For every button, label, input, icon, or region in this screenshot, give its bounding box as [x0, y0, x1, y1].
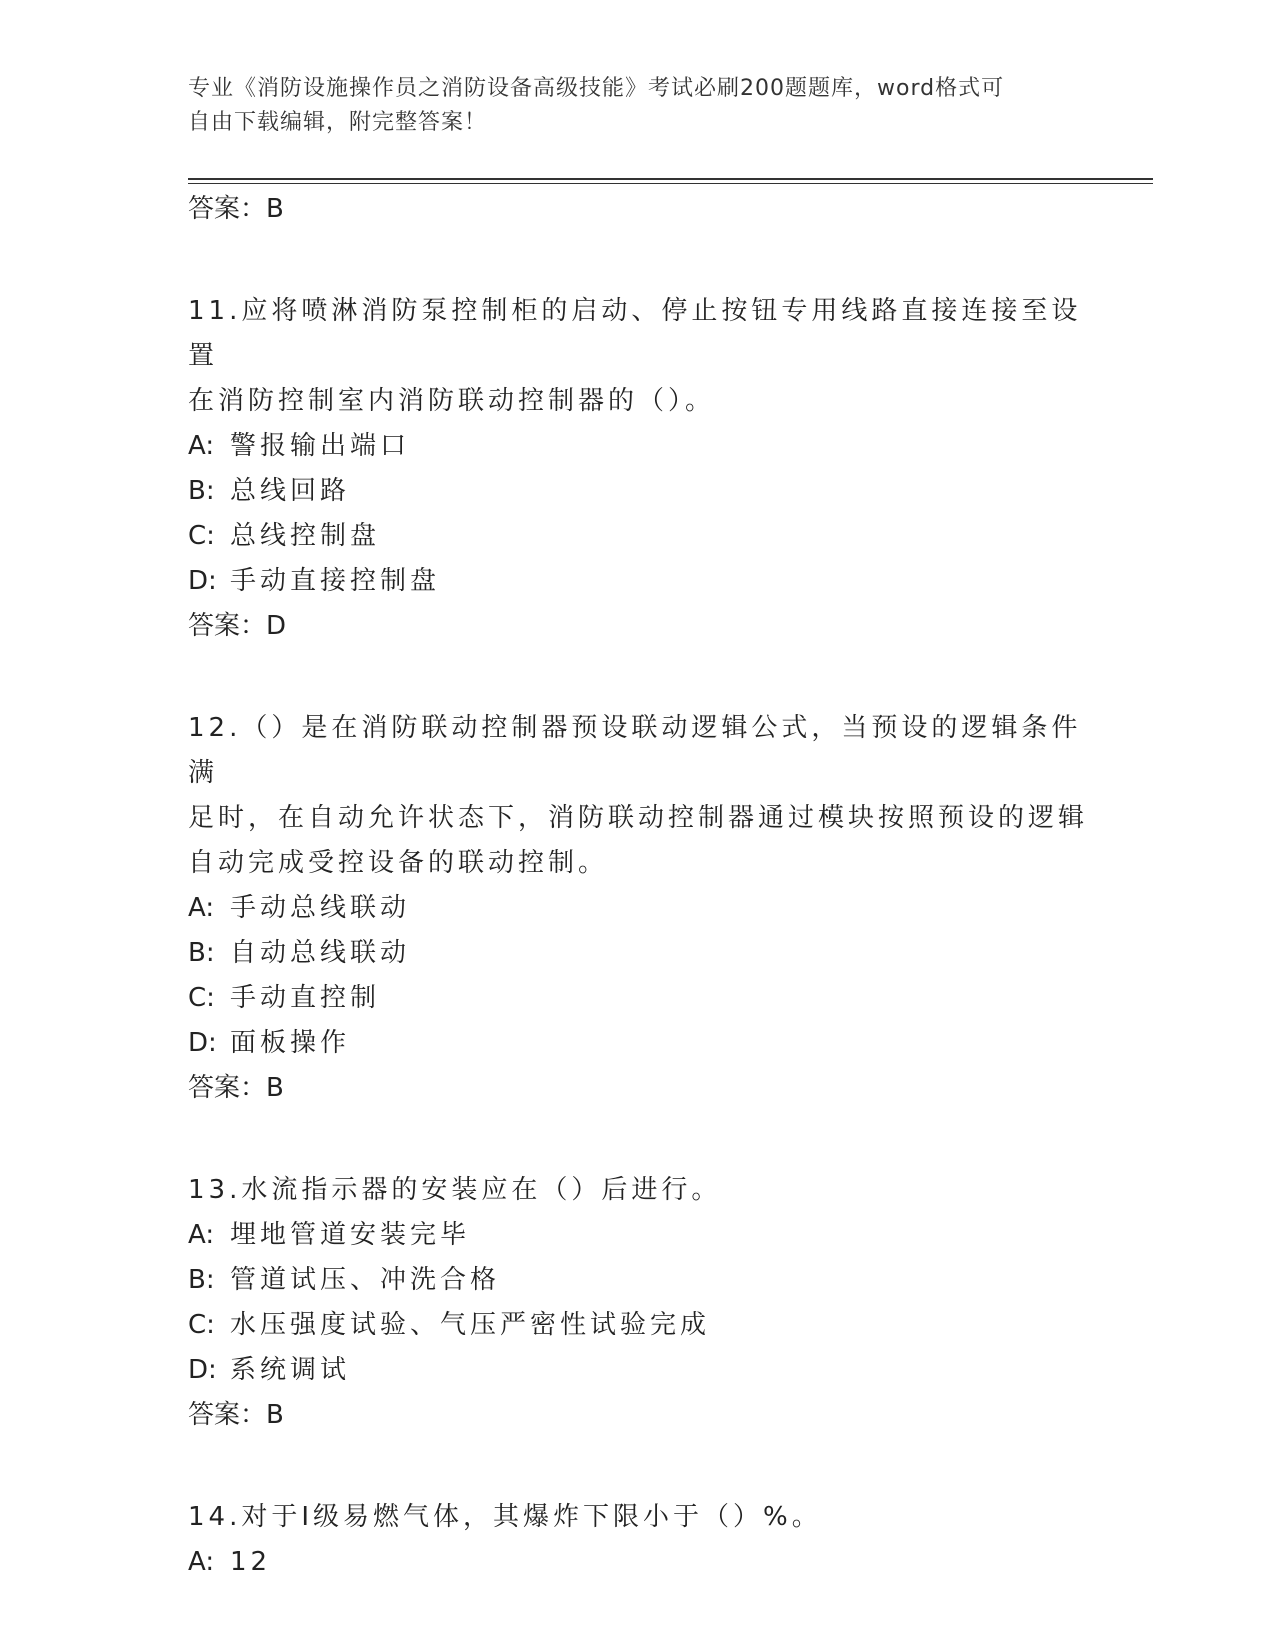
option-d: [188, 1021, 1088, 1066]
option-key: B:: [188, 476, 215, 506]
option-b: [188, 1258, 1088, 1303]
option-a: [188, 886, 1088, 931]
option-key: D:: [188, 566, 217, 596]
answer: 答案：B: [188, 1400, 284, 1430]
option-text: 系统调试: [230, 1355, 351, 1385]
previous-answer: 答案：B: [188, 194, 284, 224]
option-text: 12: [230, 1547, 272, 1577]
option-text: 自动总线联动: [230, 938, 411, 968]
question-list: [188, 187, 1088, 1585]
option-text: 手动总线联动: [230, 893, 411, 923]
option-c: [188, 1303, 1088, 1348]
answer: 答案：B: [188, 1073, 284, 1103]
option-key: C:: [188, 983, 215, 1013]
option-text: 总线回路: [230, 476, 351, 506]
option-key: D:: [188, 1355, 217, 1385]
option-a: [188, 1213, 1088, 1258]
question-stem-line: 自动完成受控设备的联动控制。: [188, 848, 609, 878]
question-14: [188, 1495, 1088, 1585]
option-c: [188, 514, 1088, 559]
question-13: [188, 1168, 1088, 1437]
header-line-2: 自由下载编辑，附完整答案！: [188, 110, 488, 135]
header-line-1: 专业《消防设施操作员之消防设备高级技能》考试必刷200题题库，word格式可: [188, 76, 1005, 101]
option-c: [188, 976, 1088, 1021]
option-text: 手动直控制: [230, 983, 381, 1013]
option-key: C:: [188, 521, 215, 551]
option-key: B:: [188, 938, 215, 968]
question-stem-line: 11.应将喷淋消防泵控制柜的启动、停止按钮专用线路直接连接至设置: [188, 296, 1082, 371]
option-text: 埋地管道安装完毕: [230, 1220, 471, 1250]
option-d: [188, 1348, 1088, 1393]
option-key: A:: [188, 431, 215, 461]
option-a: [188, 1540, 1088, 1585]
question-12: [188, 706, 1088, 1110]
page-header: [188, 72, 1088, 140]
option-b: [188, 469, 1088, 514]
option-text: 面板操作: [230, 1028, 351, 1058]
option-text: 水压强度试验、气压严密性试验完成: [230, 1310, 711, 1340]
answer: 答案：D: [188, 611, 287, 641]
question-stem-line: 14.对于Ⅰ级易燃气体，其爆炸下限小于（）%。: [188, 1502, 822, 1532]
option-text: 手动直接控制盘: [230, 566, 441, 596]
option-key: A:: [188, 893, 215, 923]
option-b: [188, 931, 1088, 976]
option-key: A:: [188, 1547, 215, 1577]
header-rule-thick: [188, 178, 1153, 180]
option-a: [188, 424, 1088, 469]
option-text: 警报输出端口: [230, 431, 411, 461]
option-key: B:: [188, 1265, 215, 1295]
question-11: [188, 289, 1088, 648]
option-key: C:: [188, 1310, 215, 1340]
option-key: D:: [188, 1028, 217, 1058]
option-d: [188, 559, 1088, 604]
option-key: A:: [188, 1220, 215, 1250]
question-stem-line: 12.（）是在消防联动控制器预设联动逻辑公式，当预设的逻辑条件满: [188, 713, 1082, 788]
option-text: 管道试压、冲洗合格: [230, 1265, 501, 1295]
question-stem-line: 13.水流指示器的安装应在（）后进行。: [188, 1175, 722, 1205]
question-stem-line: 在消防控制室内消防联动控制器的（）。: [188, 386, 716, 416]
header-rule-thin: [188, 183, 1153, 184]
question-stem-line: 足时，在自动允许状态下，消防联动控制器通过模块按照预设的逻辑: [188, 803, 1089, 833]
option-text: 总线控制盘: [230, 521, 381, 551]
